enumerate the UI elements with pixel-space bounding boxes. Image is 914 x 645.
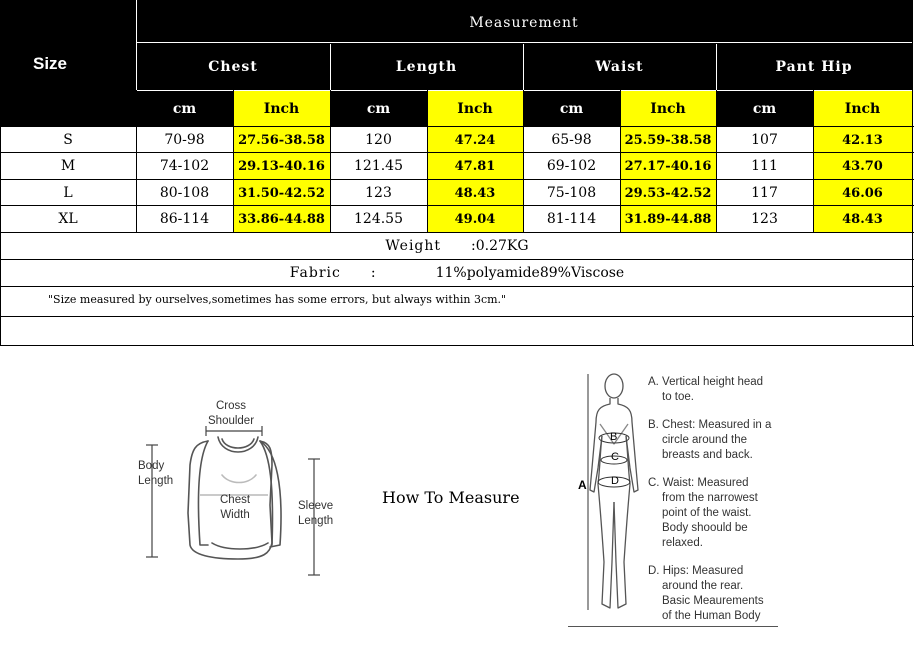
instruction-block: [648, 375, 788, 405]
table-cell: 81-114: [546, 211, 597, 227]
body-label-a: A: [578, 478, 587, 492]
instruction-line: Body shoould be: [662, 522, 748, 534]
table-cell: 29.13-40.16: [233, 153, 330, 179]
instruction-line: A. Vertical height head: [648, 376, 764, 388]
fabric-label: Fabric: [289, 264, 341, 281]
body-label-c: C: [611, 451, 619, 463]
group-header-4: Pant Hip: [716, 44, 912, 90]
size-cell: L: [63, 185, 73, 201]
how-to-measure-title: How To Measure: [382, 488, 520, 507]
table-cell: 123: [365, 185, 392, 201]
table-cell: 74-102: [159, 158, 210, 174]
weight-label: Weight: [385, 237, 442, 254]
instruction-line: B. Chest: Measured in a: [648, 419, 772, 431]
instruction-line: Basic Meaurements: [662, 595, 764, 607]
measure-instructions: [648, 375, 788, 624]
instruction-line: point of the waist.: [662, 507, 752, 519]
weight-value: :0.27KG: [471, 237, 529, 254]
instruction-block: [648, 418, 788, 463]
unit-header-7: cm: [716, 91, 813, 126]
instruction-line: D. Hips: Measured: [648, 565, 744, 577]
chest-width-label: Chest Width: [220, 494, 251, 521]
table-cell: 27.17-40.16: [620, 153, 716, 179]
instruction-line: from the narrowest: [662, 492, 758, 504]
instruction-line: to toe.: [662, 391, 694, 403]
table-cell: 43.70: [813, 153, 912, 179]
table-cell: 33.86-44.88: [233, 206, 330, 232]
body-label-d: D: [611, 475, 619, 487]
table-cell: 86-114: [159, 211, 210, 227]
table-cell: 25.59-38.58: [620, 127, 716, 153]
table-cell: 80-108: [159, 185, 210, 201]
size-note-text: "Size measured by ourselves,sometimes has some errors, but always within 3cm.": [48, 293, 507, 306]
table-cell: 120: [365, 132, 392, 148]
size-cell: S: [63, 132, 73, 148]
table-cell: 107: [751, 132, 778, 148]
table-cell: 124.55: [354, 211, 403, 227]
table-cell: 75-108: [546, 185, 597, 201]
body-figure-diagram: [570, 372, 650, 622]
size-cell: XL: [58, 211, 78, 227]
group-header-1: Chest: [136, 44, 330, 90]
table-cell: 111: [751, 158, 778, 174]
fabric-row: [0, 259, 914, 286]
instruction-line: circle around the: [662, 434, 748, 446]
sleeve-length-label: Sleeve Length: [298, 500, 334, 527]
cross-shoulder-label: Cross Shoulder: [208, 400, 255, 427]
measurement-header: Measurement: [136, 6, 912, 40]
body-figure-baseline: [568, 626, 778, 627]
body-length-label: Body Length: [138, 460, 174, 487]
unit-header-8: Inch: [813, 91, 912, 126]
size-header: Size: [0, 44, 100, 84]
instruction-line: breasts and back.: [662, 449, 753, 461]
weight-row: [0, 232, 914, 259]
instruction-line: C. Waist: Measured: [648, 477, 749, 489]
table-cell: 27.56-38.58: [233, 127, 330, 153]
unit-header-5: cm: [523, 91, 620, 126]
size-cell: M: [60, 158, 76, 174]
unit-header-6: Inch: [620, 91, 716, 126]
instruction-block: [648, 476, 788, 551]
table-cell: 47.24: [427, 127, 523, 153]
table-cell: 123: [751, 211, 778, 227]
table-cell: 47.81: [427, 153, 523, 179]
table-cell: 48.43: [427, 180, 523, 206]
table-cell: 48.43: [813, 206, 912, 232]
unit-header-2: Inch: [233, 91, 330, 126]
group-header-2: Length: [330, 44, 523, 90]
unit-header-3: cm: [330, 91, 427, 126]
table-cell: 69-102: [546, 158, 597, 174]
table-cell: 121.45: [354, 158, 403, 174]
instruction-line: around the rear.: [662, 580, 744, 592]
table-cell: 70-98: [164, 132, 205, 148]
table-cell: 29.53-42.52: [620, 180, 716, 206]
table-cell: 31.89-44.88: [620, 206, 716, 232]
table-cell: 42.13: [813, 127, 912, 153]
table-cell: 65-98: [551, 132, 592, 148]
fabric-value: 11%polyamide89%Viscose: [435, 264, 625, 281]
table-cell: 49.04: [427, 206, 523, 232]
unit-header-4: Inch: [427, 91, 523, 126]
table-cell: 117: [751, 185, 778, 201]
fabric-separator: :: [370, 264, 376, 281]
instruction-line: of the Human Body: [662, 610, 761, 622]
group-header-3: Waist: [523, 44, 716, 90]
instruction-block: [648, 564, 788, 624]
instruction-line: relaxed.: [662, 537, 703, 549]
body-label-b: B: [610, 431, 618, 443]
unit-header-1: cm: [136, 91, 233, 126]
table-cell: 46.06: [813, 180, 912, 206]
table-cell: 31.50-42.52: [233, 180, 330, 206]
